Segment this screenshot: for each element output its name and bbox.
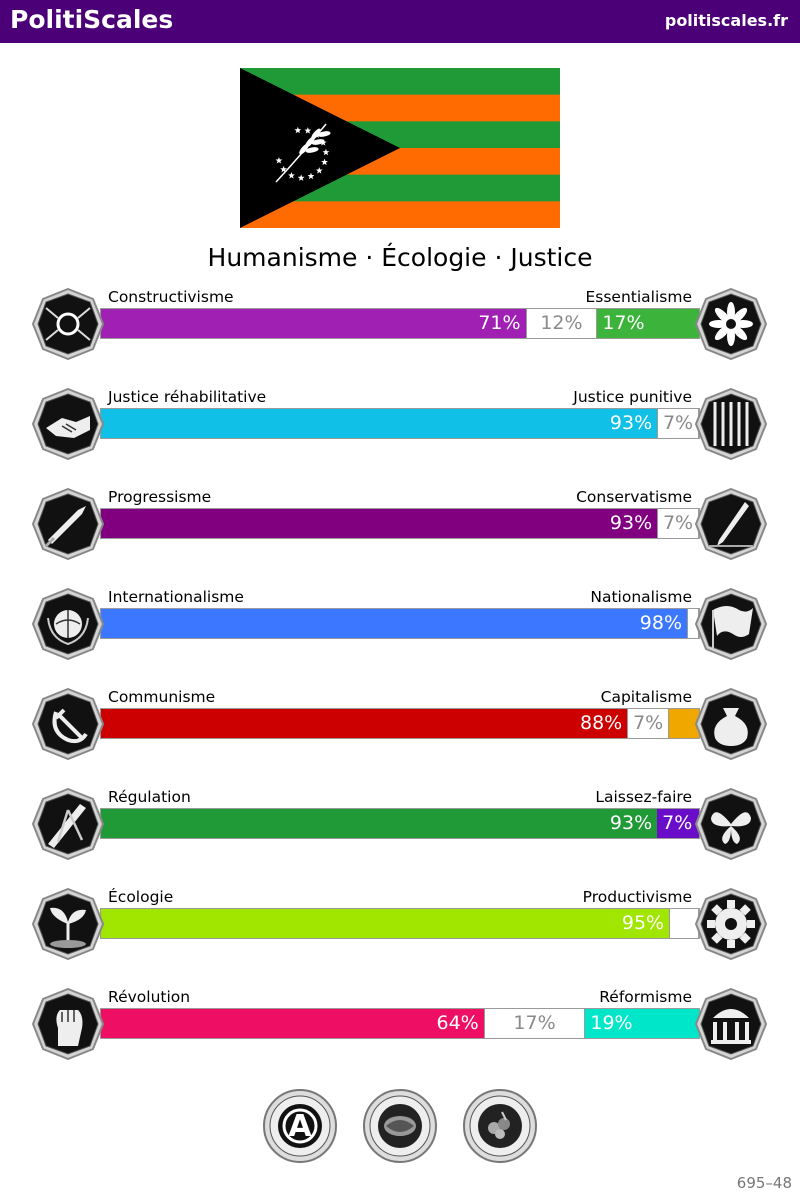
result-flag	[240, 68, 560, 228]
axis-row	[0, 588, 800, 668]
axis-left-segment	[101, 809, 657, 838]
axis-left-segment	[101, 309, 526, 338]
axis-neutral-segment	[526, 309, 598, 338]
axis-left-segment	[101, 509, 657, 538]
globe-laurel-icon	[32, 588, 104, 660]
dna-flower-icon	[695, 288, 767, 360]
flag-stripe	[240, 201, 560, 228]
money-bag-icon	[695, 688, 767, 760]
axis-left-label: Internationalisme	[108, 588, 244, 606]
parliament-icon	[695, 988, 767, 1060]
ruler-compass-icon	[32, 788, 104, 860]
axis-bar	[100, 608, 700, 639]
axis-row	[0, 488, 800, 568]
axis-right-label: Conservatisme	[576, 488, 692, 506]
axis-left-segment-value: 88%	[580, 712, 623, 734]
pragmatist-badge-icon[interactable]	[362, 1088, 438, 1164]
axis-right-label: Nationalisme	[590, 588, 692, 606]
axis-bar	[100, 808, 700, 839]
axis-left-segment-value: 93%	[609, 812, 653, 834]
slogan: Humanisme · Écologie · Justice	[207, 243, 593, 272]
axis-left-segment-value: 95%	[621, 912, 665, 934]
axis-neutral-segment	[627, 709, 669, 738]
rocket-icon	[32, 488, 104, 560]
axis-left-segment-value: 93%	[609, 512, 653, 534]
axis-right-segment	[585, 1009, 699, 1038]
axis-left-label: Justice réhabilitative	[108, 388, 267, 406]
axis-left-segment-value: 98%	[639, 612, 683, 634]
svg-text:A: A	[288, 1109, 312, 1144]
axis-bar	[100, 708, 700, 739]
prison-bars-icon	[695, 388, 767, 460]
quill-pen-icon	[695, 488, 767, 560]
axis-right-label: Capitalisme	[600, 688, 692, 706]
axis-row	[0, 388, 800, 468]
gear-icon	[695, 888, 767, 960]
axis-neutral-segment	[657, 509, 699, 538]
axis-bar	[100, 908, 700, 939]
axis-left-segment	[101, 709, 627, 738]
axis-left-segment-value: 71%	[478, 312, 521, 334]
axis-right-label: Laissez-faire	[595, 788, 692, 806]
axis-left-segment	[101, 609, 687, 638]
axis-right-segment-value: 7%	[662, 812, 693, 834]
butterfly-icon	[695, 788, 767, 860]
axis-row	[0, 988, 800, 1068]
axis-right-segment	[597, 309, 699, 338]
anarchist-badge-icon[interactable]	[262, 1088, 338, 1164]
sprout-icon	[32, 888, 104, 960]
axis-row	[0, 688, 800, 768]
vegetarian-badge-icon[interactable]	[462, 1088, 538, 1164]
axis-bar	[100, 508, 700, 539]
site-url[interactable]: politiscales.fr	[664, 11, 788, 30]
handshake-icon	[32, 388, 104, 460]
raised-fist-icon	[32, 988, 104, 1060]
axis-neutral-segment-value: 7%	[662, 512, 694, 534]
axis-right-label: Justice punitive	[573, 388, 692, 406]
axis-right-segment-value: 17%	[602, 312, 645, 334]
header	[0, 0, 800, 43]
axis-right-segment-value: 19%	[590, 1012, 633, 1034]
axis-left-label: Communisme	[108, 688, 216, 706]
axis-neutral-segment-value: 7%	[662, 412, 694, 434]
axis-bar	[100, 308, 700, 339]
hammer-sickle-icon	[32, 688, 104, 760]
axis-right-label: Productivisme	[582, 888, 692, 906]
axis-neutral-segment	[657, 409, 699, 438]
flag-stripe	[240, 68, 560, 95]
axis-row	[0, 788, 800, 868]
axis-right-segment	[657, 809, 699, 838]
axis-bar	[100, 1008, 700, 1039]
waving-flag-icon	[695, 588, 767, 660]
axis-row	[0, 288, 800, 368]
axis-neutral-segment-value: 12%	[540, 312, 583, 334]
axis-left-label: Écologie	[108, 888, 174, 906]
axis-row	[0, 888, 800, 968]
axis-left-segment-value: 93%	[609, 412, 653, 434]
axis-left-segment	[101, 1009, 484, 1038]
axis-right-label: Essentialisme	[585, 288, 692, 306]
site-brand[interactable]: PolitiScales	[10, 5, 174, 34]
axis-left-segment	[101, 909, 669, 938]
badges	[0, 1088, 800, 1164]
axis-left-label: Progressisme	[108, 488, 212, 506]
axis-left-label: Constructivisme	[108, 288, 234, 306]
axis-neutral-segment	[484, 1009, 586, 1038]
axis-left-label: Révolution	[108, 988, 191, 1006]
axis-neutral-segment-value: 7%	[633, 712, 664, 734]
axis-left-label: Régulation	[108, 788, 191, 806]
axis-left-segment-value: 64%	[436, 1012, 479, 1034]
neuron-icon	[32, 288, 104, 360]
axis-neutral-segment-value: 17%	[513, 1012, 556, 1034]
axis-right-label: Réformisme	[599, 988, 692, 1006]
axis-bar	[100, 408, 700, 439]
axis-left-segment	[101, 409, 657, 438]
result-code: 695–48	[736, 1174, 792, 1192]
